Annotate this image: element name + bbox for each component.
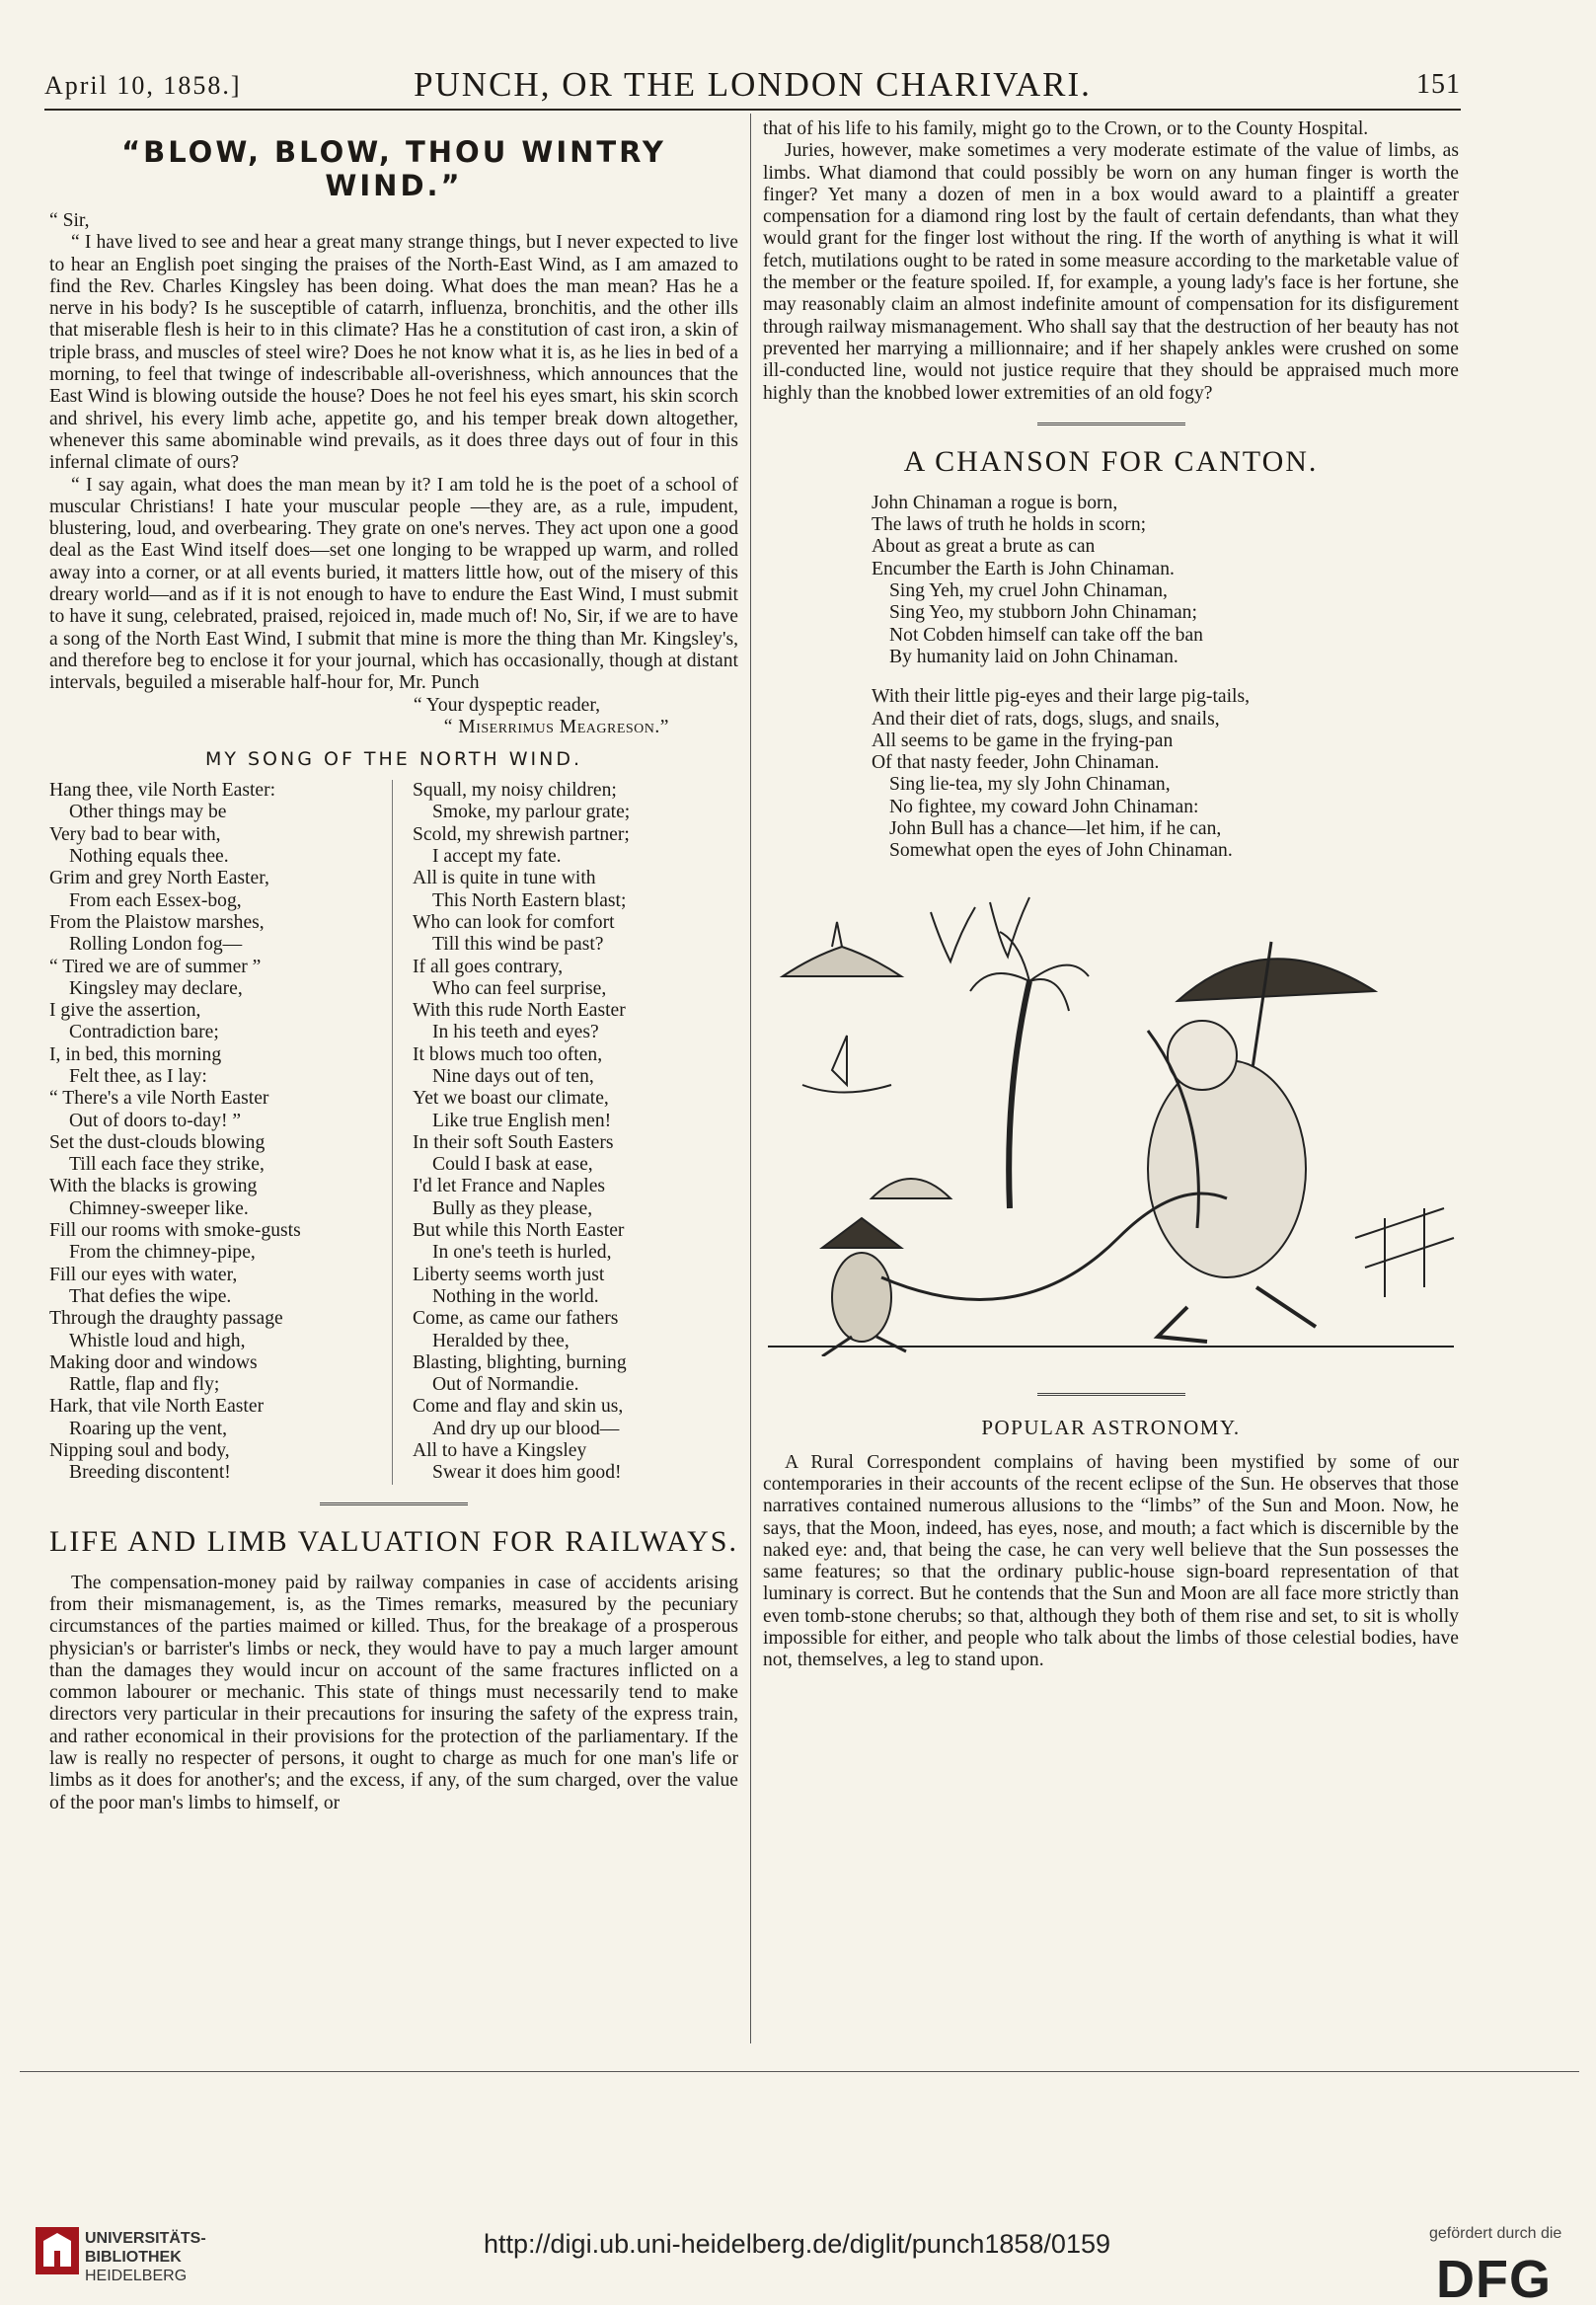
poem-line: From the Plaistow marshes, [49, 911, 265, 933]
bird-figure [990, 897, 1029, 957]
library-name-line-3: HEIDELBERG [85, 2268, 188, 2284]
left-column [49, 123, 738, 1814]
poem-line: Breeding discontent! [69, 1462, 231, 1484]
chanson-line: About as great a brute as can [872, 536, 1096, 558]
library-logo-icon [36, 2227, 79, 2274]
poem-line: Very bad to bear with, [49, 823, 221, 845]
poem-line: Set the dust-clouds blowing [49, 1131, 266, 1153]
blow-signature-1: “ Your dyspeptic reader, [413, 694, 600, 716]
poem-line: Making door and windows [49, 1351, 258, 1373]
sail-figure [832, 1036, 847, 1085]
small-figure-body [832, 1253, 891, 1342]
limb-paragraph-2: that of his life to his family, might go to the Crown, or to the County Hospital. [763, 118, 1369, 139]
blow-paragraph-2: “ I say again, what does the man mean by it? I am told he is the poet of a school of muscular Christians! I hate your muscular people —they are, as a rule, impudent, blustering, loud, and overbearing. They grate on one's nerves. They act upon one a good deal as the East Wind itself does—set one longing to be wrapped up warm, and rolled away into a corner, or at all events buried, it matters little how, out of the misery of this dreary world—and as if it is not enough to have to endure the East Wind, I must submit to have it sung, celebrated, praised, rejoiced in, made much of! No, Sir, if we are to have a song of the North East Wind, I submit that mine is more the thing than Mr. Kingsley's, and therefore beg to enclose it for your journal, which has occasionally, though at distant intervals, beguiled a miserable half-hour for, Mr. Punch [49, 474, 738, 694]
chanson-title: A CHANSON FOR CANTON. [903, 444, 1319, 478]
right-column [763, 118, 1459, 1672]
poem-line: If all goes contrary, [413, 956, 564, 977]
header-rule [44, 109, 1461, 111]
poem-line: Heralded by thee, [432, 1330, 570, 1351]
library-name [85, 2229, 206, 2285]
chanson-line: All seems to be game in the frying-pan [872, 730, 1174, 751]
hat-figure [822, 1218, 901, 1248]
fence-figure [1355, 1208, 1454, 1297]
poem-line: But while this North Easter [413, 1220, 625, 1242]
poem-line: Hark, that vile North Easter [49, 1396, 265, 1418]
poem-line: Squall, my noisy children; [413, 780, 617, 802]
poem-line: It blows much too often, [413, 1043, 603, 1065]
song-poem [49, 780, 738, 1485]
poem-line: Scold, my shrewish partner; [413, 823, 630, 845]
section-rule [1037, 423, 1185, 427]
poem-line: Other things may be [69, 802, 227, 823]
poem-line: Nothing equals thee. [69, 846, 229, 868]
poem-line: That defies the wipe. [69, 1285, 232, 1307]
poem-line: Yet we boast our climate, [413, 1088, 609, 1110]
large-figure-body [1148, 1060, 1306, 1277]
poem-line: Bully as they please, [432, 1197, 593, 1219]
poem-line: I accept my fate. [432, 846, 562, 868]
poem-line: Come, as came our fathers [413, 1308, 619, 1330]
chanson-line: Not Cobden himself can take off the ban [889, 624, 1203, 646]
poem-line: Through the draughty passage [49, 1308, 283, 1330]
limb-title: LIFE AND LIMB VALUATION FOR RAILWAYS. [49, 1524, 738, 1558]
chanson-line: John Chinaman a rogue is born, [872, 492, 1118, 513]
poem-line: Fill our eyes with water, [49, 1264, 238, 1285]
footer-rule [20, 2071, 1579, 2072]
poem-line: Nipping soul and body, [49, 1440, 230, 1462]
poem-line: From the chimney-pipe, [69, 1242, 256, 1264]
poem-line: Whistle loud and high, [69, 1330, 246, 1351]
poem-line: I, in bed, this morning [49, 1043, 222, 1065]
poem-line: Till each face they strike, [69, 1154, 265, 1176]
chanson-line: Somewhat open the eyes of John Chinaman. [889, 840, 1233, 862]
issue-date: April 10, 1858.] [44, 71, 242, 100]
section-rule [1037, 1393, 1185, 1398]
page-number: 151 [1416, 69, 1461, 100]
chanson-line: Sing lie-tea, my sly John Chinaman, [889, 774, 1171, 796]
chanson-line: By humanity laid on John Chinaman. [889, 646, 1178, 667]
poem-line: Rolling London fog— [69, 934, 243, 956]
poem-line: Swear it does him good! [432, 1462, 622, 1484]
chanson-line: Sing Yeo, my stubborn John Chinaman; [889, 602, 1197, 624]
blow-title: “BLOW, BLOW, THOU WINTRY WIND.” [121, 135, 666, 202]
poem-line: Hang thee, vile North Easter: [49, 780, 276, 802]
poem-line: Who can feel surprise, [432, 977, 607, 999]
blow-paragraph-1: “ I have lived to see and hear a great many strange things, but I never expected to live to hear an English poet singing the praises of the North-East Wind, as I am amazed to find the Rev. Charles Kingsley has been doing. What does the man mean? Has he a nerve in his body? Is he susceptible of catarrh, influenza, bronchitis, and the other ills that miserable flesh is heir to in this climate? Has he a constitution of cast iron, a skin of triple brass, and muscles of steel wire? Does he not know what it is, as he lies in bed of a morning, to feel that twinge of indescribable all-overishness, which announces that the East Wind is blowing outside the house? Does he not feel his eyes smart, his skin scorch and shrivel, his every limb ache, appetite go, and his temper break down altogether, whenever this same abominable wind prevails, as it does three days out of four in this infernal climate of ours? [49, 232, 738, 474]
poem-line: With this rude North Easter [413, 1000, 626, 1022]
poem-line: With the blacks is growing [49, 1176, 258, 1197]
stanza-gap [872, 668, 1459, 686]
chanson-line: Sing Yeh, my cruel John Chinaman, [889, 580, 1168, 602]
umbrella-figure [1178, 959, 1375, 1001]
poem-line: In his teeth and eyes? [432, 1022, 599, 1043]
funding-note: gefördert durch die [1429, 2225, 1562, 2242]
poem-line: Who can look for comfort [413, 911, 615, 933]
poem-line: And dry up our blood— [432, 1418, 620, 1439]
astronomy-paragraph: A Rural Correspondent complains of having been mystified by some of our contemporaries in their accounts of the recent eclipse of the Sun. He observes that those narratives contained numerous allusions to the “limbs” of the Sun and Moon. Now, he says, that the Moon, indeed, has eyes, nose, and mouth; a fact which is discernible by the naked eye: and, that being the case, he can very well believe that the Sun possesses the same features; so that the ordinary public-house sign-board representation of that luminary is correct. But he contends that the Sun and Moon are all face more strictly than even tomb-stone cherubs; so that, although they both of them rise and set, to sit is wholly impossible for either, and people who talk about the limbs of those celestial bodies, have not, themselves, a leg to stand upon. [763, 1451, 1459, 1671]
poem-line: Liberty seems worth just [413, 1264, 605, 1285]
poem-line: Rattle, flap and fly; [69, 1374, 220, 1396]
large-figure-head [1168, 1021, 1237, 1090]
poem-line: Out of Normandie. [432, 1374, 579, 1396]
astronomy-title: POPULAR ASTRONOMY. [981, 1415, 1241, 1439]
island-figure [783, 947, 901, 976]
section-rule [320, 1502, 468, 1507]
pagoda-figure [832, 922, 842, 947]
large-figure-legs [1158, 1287, 1316, 1342]
poem-line: Nine days out of ten, [432, 1065, 594, 1087]
poem-line: Roaring up the vent, [69, 1418, 227, 1439]
chanson-line: Of that nasty feeder, John Chinaman. [872, 752, 1160, 774]
chanson-stanza-2 [872, 686, 1459, 862]
chanson-line: John Bull has a chance—let him, if he can, [889, 818, 1222, 840]
poem-line: Could I bask at ease, [432, 1154, 593, 1176]
chanson-line: No fightee, my coward John Chinaman: [889, 796, 1199, 817]
blow-signature-2: “ Miserrimus Meagreson.” [443, 716, 669, 737]
poem-line: Felt thee, as I lay: [69, 1065, 207, 1087]
poem-line: Nothing in the world. [432, 1285, 599, 1307]
poem-line: Smoke, my parlour grate; [432, 802, 631, 823]
masthead-title: PUNCH, OR THE LONDON CHARIVARI. [414, 65, 1092, 104]
song-title: MY SONG OF THE NORTH WIND. [204, 748, 583, 771]
chanson-line: With their little pig-eyes and their large pig-tails, [872, 686, 1250, 708]
poem-line: In their soft South Easters [413, 1131, 614, 1153]
blow-salutation: “ Sir, [49, 210, 90, 231]
poem-line: I give the assertion, [49, 1000, 201, 1022]
chanson-poem [872, 493, 1459, 863]
poem-line: Fill our rooms with smoke-gusts [49, 1220, 301, 1242]
column-divider [750, 114, 751, 2043]
library-name-line-2: BIBLIOTHEK [85, 2249, 182, 2266]
poem-line: Like true English men! [432, 1110, 612, 1131]
library-name-line-1: UNIVERSITÄTS- [85, 2230, 206, 2247]
poem-line: Kingsley may declare, [69, 977, 243, 999]
poem-line: All to have a Kingsley [413, 1440, 587, 1462]
poem-line: Chimney-sweeper like. [69, 1197, 249, 1219]
song-column-a [49, 780, 385, 1485]
chanson-stanza-1 [872, 493, 1459, 668]
poem-line: Grim and grey North Easter, [49, 868, 269, 889]
poem-line: Till this wind be past? [432, 934, 604, 956]
palm-fronds [970, 932, 1089, 1011]
chanson-line: And their diet of rats, dogs, slugs, and snails, [872, 708, 1220, 730]
poem-line: From each Essex-bog, [69, 889, 242, 911]
bird-figure [931, 907, 975, 962]
poem-line: “ There's a vile North Easter [49, 1088, 269, 1110]
digitization-footer [0, 2211, 1596, 2309]
dfg-logo: DFG [1436, 2250, 1552, 2309]
chanson-line: The laws of truth he holds in scorn; [872, 514, 1147, 536]
poem-line: Out of doors to-day! ” [69, 1110, 242, 1131]
cartoon-illustration [763, 883, 1459, 1356]
poem-line: This North Eastern blast; [432, 889, 627, 911]
permalink-url[interactable]: http://digi.ub.uni-heidelberg.de/diglit/punch1858/0159 [484, 2229, 1110, 2259]
poem-line: I'd let France and Naples [413, 1176, 606, 1197]
song-column-b [392, 780, 738, 1485]
limb-paragraph-3: Juries, however, make sometimes a very moderate estimate of the value of limbs, as limbs. What diamond that could possibly be worn on any human finger is worth the finger? Yet many a dozen of men in a box would award to a plaintiff a greater compensation for a diamond ring lost by the fault of certain defendants, than what they would grant for the finger lost without the ring. If the worth of anything is what it will fetch, mutilations ought to be rated in some measure according to the marketable value of the member or the feature spoiled. If, for example, a young lady's face is her fortune, she may reasonably claim an almost indefinite amount of compensation for its disfigurement through railway mismanagement. Who shall say that the destruction of her beauty has not prevented her marrying a millionnaire; and if her shapely ankles were crushed on some ill-conducted line, would not justice require that they should be appraised much more highly than the knobbed lower extremities of an old fogy? [763, 140, 1459, 404]
running-head [44, 65, 1461, 105]
palm-tree [1009, 981, 1029, 1208]
poem-line: Come and flay and skin us, [413, 1396, 624, 1418]
chanson-line: Encumber the Earth is John Chinaman. [872, 558, 1175, 579]
limb-paragraph-1: The compensation-money paid by railway companies in case of accidents arising from their mismanagement, is, as the Times remarks, measured by the pecuniary circumstances of the parties maimed or killed. Thus, for the breakage of a prosperous physician's or barrister's limbs or neck, they would have to pay a much larger amount than the damages they would incur on account of the same fractures inflicted on a common labourer or mechanic. This state of things must necessarily tend to make directors very particular in their precautions for insuring the safety of the express train, and rather economical in their provisions for the protection of the parliamentary. If the law is really no respecter of persons, it ought to charge as much for one man's life or limbs as it does for another's; and the excess, if any, of the sum charged, over the value of the poor man's limbs to himself, or [49, 1572, 738, 1813]
poem-line: In one's teeth is hurled, [432, 1242, 612, 1264]
poem-line: Contradiction bare; [69, 1022, 219, 1043]
poem-line: “ Tired we are of summer ” [49, 956, 262, 977]
cartoon-linework [768, 897, 1454, 1356]
poem-line: All is quite in tune with [413, 868, 596, 889]
poem-line: Blasting, blighting, burning [413, 1351, 627, 1373]
temple-figure [872, 1179, 950, 1198]
